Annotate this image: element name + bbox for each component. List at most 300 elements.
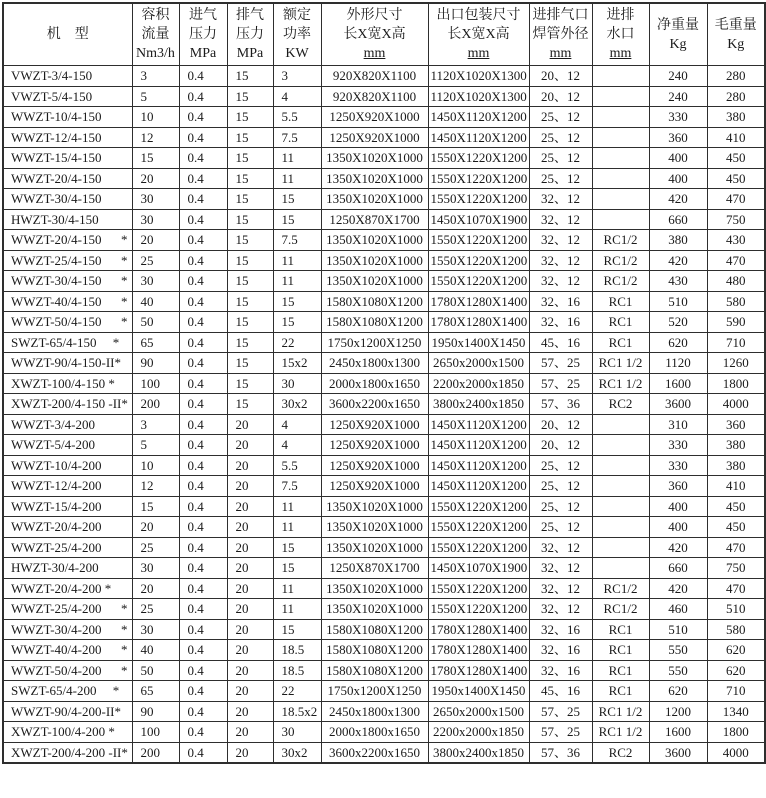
table-row: [3, 271, 765, 292]
table-row: [3, 517, 765, 538]
header-line: mm: [549, 46, 572, 61]
cell-net-weight: 240: [649, 66, 707, 87]
table-row: [3, 681, 765, 702]
cell-discharge-pressure: 15: [227, 353, 273, 374]
cell-discharge-pressure: 15: [227, 66, 273, 87]
cell-dimensions: 1250X870X1700: [321, 558, 428, 579]
table-row: [3, 394, 765, 415]
cell-dimensions: 1350X1020X1000: [321, 517, 428, 538]
cell-net-weight: 3600: [649, 394, 707, 415]
cell-dimensions: 1580X1080X1200: [321, 291, 428, 312]
cell-dimensions: 1250X870X1700: [321, 209, 428, 230]
cell-water-port: [592, 435, 649, 456]
cell-pipe-od: 25、12: [529, 517, 592, 538]
cell-package-dimensions: 1550X1220X1200: [428, 578, 529, 599]
cell-gross-weight: 380: [707, 455, 765, 476]
header-line: 出口包装尺寸: [436, 8, 521, 23]
cell-inlet-pressure: 0.4: [179, 619, 227, 640]
cell-water-port: RC1 1/2: [592, 722, 649, 743]
cell-flow: 30: [132, 271, 179, 292]
cell-flow: 40: [132, 291, 179, 312]
cell-water-port: [592, 496, 649, 517]
cell-model: XWZT-200/4-200 -II*: [3, 742, 132, 763]
cell-dimensions: 1350X1020X1000: [321, 271, 428, 292]
cell-discharge-pressure: 20: [227, 476, 273, 497]
cell-pipe-od: 20、12: [529, 86, 592, 107]
cell-rated-power: 3: [273, 66, 321, 87]
cell-pipe-od: 32、12: [529, 189, 592, 210]
cell-gross-weight: 1260: [707, 353, 765, 374]
cell-dimensions: 3600x2200x1650: [321, 394, 428, 415]
cell-rated-power: 7.5: [273, 476, 321, 497]
cell-dimensions: 1250X920X1000: [321, 127, 428, 148]
cell-flow: 10: [132, 107, 179, 128]
cell-package-dimensions: 1550X1220X1200: [428, 599, 529, 620]
header-line: 压力: [189, 27, 217, 42]
table-row: [3, 599, 765, 620]
column-header-gross-weight: [707, 3, 765, 66]
cell-package-dimensions: 1450X1120X1200: [428, 107, 529, 128]
cell-water-port: [592, 127, 649, 148]
cell-model: SWZT-65/4-150 *: [3, 332, 132, 353]
cell-discharge-pressure: 15: [227, 209, 273, 230]
cell-inlet-pressure: 0.4: [179, 107, 227, 128]
cell-dimensions: 1250X920X1000: [321, 455, 428, 476]
cell-gross-weight: 470: [707, 189, 765, 210]
table-row: [3, 701, 765, 722]
cell-inlet-pressure: 0.4: [179, 86, 227, 107]
cell-flow: 30: [132, 558, 179, 579]
cell-rated-power: 18.5x2: [273, 701, 321, 722]
cell-dimensions: 920X820X1100: [321, 86, 428, 107]
cell-flow: 25: [132, 537, 179, 558]
cell-package-dimensions: 1120X1020X1300: [428, 86, 529, 107]
cell-model: WWZT-15/4-200: [3, 496, 132, 517]
cell-pipe-od: 57、25: [529, 701, 592, 722]
cell-water-port: [592, 476, 649, 497]
cell-net-weight: 520: [649, 312, 707, 333]
cell-package-dimensions: 1450X1120X1200: [428, 414, 529, 435]
table-row: [3, 312, 765, 333]
cell-flow: 100: [132, 373, 179, 394]
cell-discharge-pressure: 20: [227, 496, 273, 517]
cell-discharge-pressure: 20: [227, 414, 273, 435]
cell-flow: 20: [132, 578, 179, 599]
cell-net-weight: 310: [649, 414, 707, 435]
cell-water-port: [592, 189, 649, 210]
cell-dimensions: 1350X1020X1000: [321, 189, 428, 210]
cell-inlet-pressure: 0.4: [179, 230, 227, 251]
cell-dimensions: 2450x1800x1300: [321, 353, 428, 374]
table-row: [3, 230, 765, 251]
cell-model: WWZT-25/4-150 *: [3, 250, 132, 271]
cell-model: WWZT-20/4-200 *: [3, 578, 132, 599]
cell-dimensions: 920X820X1100: [321, 66, 428, 87]
cell-package-dimensions: 1450X1070X1900: [428, 558, 529, 579]
cell-inlet-pressure: 0.4: [179, 537, 227, 558]
cell-gross-weight: 380: [707, 107, 765, 128]
cell-dimensions: 1250X920X1000: [321, 107, 428, 128]
cell-net-weight: 660: [649, 558, 707, 579]
cell-water-port: [592, 148, 649, 169]
table-row: [3, 107, 765, 128]
cell-gross-weight: 590: [707, 312, 765, 333]
cell-water-port: [592, 86, 649, 107]
cell-water-port: RC1/2: [592, 271, 649, 292]
cell-model: WWZT-50/4-200 *: [3, 660, 132, 681]
cell-model: WWZT-15/4-150: [3, 148, 132, 169]
cell-dimensions: 1350X1020X1000: [321, 537, 428, 558]
cell-inlet-pressure: 0.4: [179, 558, 227, 579]
column-header-flow: [132, 3, 179, 66]
cell-flow: 30: [132, 189, 179, 210]
cell-net-weight: 400: [649, 517, 707, 538]
cell-net-weight: 240: [649, 86, 707, 107]
cell-net-weight: 380: [649, 230, 707, 251]
cell-gross-weight: 430: [707, 230, 765, 251]
cell-rated-power: 18.5: [273, 660, 321, 681]
cell-water-port: RC1/2: [592, 578, 649, 599]
cell-net-weight: 460: [649, 599, 707, 620]
cell-dimensions: 1350X1020X1000: [321, 168, 428, 189]
cell-package-dimensions: 3800x2400x1850: [428, 394, 529, 415]
cell-inlet-pressure: 0.4: [179, 250, 227, 271]
cell-model: WWZT-3/4-200: [3, 414, 132, 435]
cell-net-weight: 620: [649, 332, 707, 353]
cell-net-weight: 510: [649, 291, 707, 312]
cell-pipe-od: 32、16: [529, 619, 592, 640]
cell-model: SWZT-65/4-200 *: [3, 681, 132, 702]
table-row: [3, 476, 765, 497]
cell-flow: 90: [132, 353, 179, 374]
cell-package-dimensions: 2650x2000x1500: [428, 701, 529, 722]
cell-discharge-pressure: 15: [227, 230, 273, 251]
cell-gross-weight: 1340: [707, 701, 765, 722]
header-line: 机 型: [46, 27, 89, 42]
cell-discharge-pressure: 15: [227, 148, 273, 169]
cell-inlet-pressure: 0.4: [179, 722, 227, 743]
cell-water-port: [592, 414, 649, 435]
header-line: 外形尺寸: [346, 8, 403, 23]
cell-discharge-pressure: 20: [227, 599, 273, 620]
cell-water-port: RC1: [592, 332, 649, 353]
table-body: [3, 66, 765, 763]
cell-pipe-od: 57、25: [529, 353, 592, 374]
cell-pipe-od: 32、12: [529, 558, 592, 579]
cell-inlet-pressure: 0.4: [179, 209, 227, 230]
cell-package-dimensions: 1550X1220X1200: [428, 230, 529, 251]
header-line: 毛重量: [714, 17, 757, 33]
header-line: MPa: [236, 46, 264, 61]
table-row: [3, 414, 765, 435]
cell-net-weight: 400: [649, 148, 707, 169]
cell-dimensions: 1250X920X1000: [321, 476, 428, 497]
cell-net-weight: 550: [649, 640, 707, 661]
table-row: [3, 148, 765, 169]
cell-model: WWZT-90/4-150-II*: [3, 353, 132, 374]
cell-rated-power: 11: [273, 250, 321, 271]
header-line: 进气: [189, 8, 217, 23]
cell-package-dimensions: 1780X1280X1400: [428, 291, 529, 312]
cell-flow: 25: [132, 250, 179, 271]
table-row: [3, 373, 765, 394]
cell-pipe-od: 32、16: [529, 312, 592, 333]
column-header-dimensions: [321, 3, 428, 66]
column-header-discharge-pressure: [227, 3, 273, 66]
cell-net-weight: 400: [649, 496, 707, 517]
cell-pipe-od: 25、12: [529, 107, 592, 128]
cell-discharge-pressure: 15: [227, 189, 273, 210]
header-line: 长X宽X高: [447, 27, 510, 42]
table-row: [3, 209, 765, 230]
cell-pipe-od: 45、16: [529, 332, 592, 353]
table-row: [3, 660, 765, 681]
cell-pipe-od: 57、25: [529, 373, 592, 394]
cell-rated-power: 11: [273, 168, 321, 189]
cell-dimensions: 2450x1800x1300: [321, 701, 428, 722]
header-line: Kg: [727, 36, 745, 52]
column-header-net-weight: [649, 3, 707, 66]
cell-flow: 15: [132, 148, 179, 169]
cell-gross-weight: 360: [707, 414, 765, 435]
cell-model: XWZT-100/4-150 *: [3, 373, 132, 394]
table-row: [3, 291, 765, 312]
table-row: [3, 640, 765, 661]
cell-net-weight: 510: [649, 619, 707, 640]
cell-pipe-od: 45、16: [529, 681, 592, 702]
cell-flow: 5: [132, 86, 179, 107]
cell-flow: 20: [132, 517, 179, 538]
table-row: [3, 250, 765, 271]
cell-rated-power: 5.5: [273, 107, 321, 128]
cell-flow: 90: [132, 701, 179, 722]
header-line: 压力: [236, 27, 264, 42]
cell-gross-weight: 410: [707, 476, 765, 497]
cell-flow: 25: [132, 599, 179, 620]
cell-discharge-pressure: 15: [227, 291, 273, 312]
cell-water-port: RC1 1/2: [592, 373, 649, 394]
cell-net-weight: 330: [649, 455, 707, 476]
cell-gross-weight: 620: [707, 660, 765, 681]
cell-model: WWZT-25/4-200: [3, 537, 132, 558]
cell-package-dimensions: 1550X1220X1200: [428, 496, 529, 517]
cell-dimensions: 1350X1020X1000: [321, 148, 428, 169]
cell-inlet-pressure: 0.4: [179, 578, 227, 599]
cell-flow: 65: [132, 681, 179, 702]
column-header-model: [3, 3, 132, 66]
header-line: mm: [363, 46, 386, 61]
cell-rated-power: 7.5: [273, 230, 321, 251]
cell-package-dimensions: 1450X1070X1900: [428, 209, 529, 230]
cell-discharge-pressure: 15: [227, 271, 273, 292]
table-row: [3, 537, 765, 558]
cell-package-dimensions: 1780X1280X1400: [428, 619, 529, 640]
cell-pipe-od: 32、16: [529, 660, 592, 681]
cell-rated-power: 18.5: [273, 640, 321, 661]
cell-discharge-pressure: 15: [227, 312, 273, 333]
column-header-inlet-pressure: [179, 3, 227, 66]
table-row: [3, 496, 765, 517]
cell-gross-weight: 450: [707, 148, 765, 169]
cell-inlet-pressure: 0.4: [179, 517, 227, 538]
cell-net-weight: 660: [649, 209, 707, 230]
cell-water-port: [592, 168, 649, 189]
cell-rated-power: 30x2: [273, 394, 321, 415]
cell-net-weight: 1600: [649, 373, 707, 394]
header-line: MPa: [189, 46, 217, 61]
cell-pipe-od: 57、25: [529, 722, 592, 743]
cell-inlet-pressure: 0.4: [179, 742, 227, 763]
cell-model: HWZT-30/4-200: [3, 558, 132, 579]
cell-water-port: RC1: [592, 640, 649, 661]
cell-package-dimensions: 1780X1280X1400: [428, 312, 529, 333]
cell-inlet-pressure: 0.4: [179, 640, 227, 661]
cell-dimensions: 1350X1020X1000: [321, 250, 428, 271]
cell-package-dimensions: 3800x2400x1850: [428, 742, 529, 763]
table-row: [3, 455, 765, 476]
cell-inlet-pressure: 0.4: [179, 189, 227, 210]
header-line: 功率: [283, 27, 311, 42]
cell-water-port: [592, 209, 649, 230]
cell-gross-weight: 450: [707, 168, 765, 189]
cell-net-weight: 420: [649, 250, 707, 271]
cell-rated-power: 5.5: [273, 455, 321, 476]
cell-model: WWZT-90/4-200-II*: [3, 701, 132, 722]
cell-dimensions: 1580X1080X1200: [321, 619, 428, 640]
cell-gross-weight: 750: [707, 558, 765, 579]
cell-flow: 100: [132, 722, 179, 743]
cell-gross-weight: 470: [707, 537, 765, 558]
header-line: 流量: [141, 27, 170, 42]
cell-dimensions: 1350X1020X1000: [321, 578, 428, 599]
cell-net-weight: 550: [649, 660, 707, 681]
cell-net-weight: 1200: [649, 701, 707, 722]
cell-net-weight: 1600: [649, 722, 707, 743]
cell-water-port: RC1/2: [592, 250, 649, 271]
cell-dimensions: 1350X1020X1000: [321, 230, 428, 251]
cell-gross-weight: 280: [707, 86, 765, 107]
cell-package-dimensions: 1550X1220X1200: [428, 517, 529, 538]
cell-rated-power: 4: [273, 414, 321, 435]
cell-model: VWZT-5/4-150: [3, 86, 132, 107]
header-line: 进排气口: [532, 8, 589, 23]
cell-net-weight: 430: [649, 271, 707, 292]
cell-package-dimensions: 1780X1280X1400: [428, 660, 529, 681]
cell-model: WWZT-30/4-150 *: [3, 271, 132, 292]
cell-rated-power: 4: [273, 435, 321, 456]
cell-water-port: [592, 107, 649, 128]
cell-net-weight: 620: [649, 681, 707, 702]
cell-dimensions: 1350X1020X1000: [321, 496, 428, 517]
cell-rated-power: 22: [273, 332, 321, 353]
cell-dimensions: 1250X920X1000: [321, 435, 428, 456]
cell-discharge-pressure: 20: [227, 558, 273, 579]
cell-discharge-pressure: 20: [227, 578, 273, 599]
cell-package-dimensions: 2650x2000x1500: [428, 353, 529, 374]
cell-dimensions: 1580X1080X1200: [321, 640, 428, 661]
cell-inlet-pressure: 0.4: [179, 148, 227, 169]
cell-rated-power: 11: [273, 578, 321, 599]
table-row: [3, 86, 765, 107]
cell-inlet-pressure: 0.4: [179, 414, 227, 435]
cell-flow: 12: [132, 127, 179, 148]
cell-flow: 15: [132, 496, 179, 517]
cell-gross-weight: 580: [707, 619, 765, 640]
cell-gross-weight: 710: [707, 332, 765, 353]
cell-rated-power: 15: [273, 291, 321, 312]
cell-package-dimensions: 1450X1120X1200: [428, 455, 529, 476]
cell-discharge-pressure: 15: [227, 250, 273, 271]
cell-rated-power: 30: [273, 722, 321, 743]
cell-package-dimensions: 1450X1120X1200: [428, 127, 529, 148]
cell-pipe-od: 25、12: [529, 168, 592, 189]
header-row: [3, 3, 765, 66]
cell-model: WWZT-5/4-200: [3, 435, 132, 456]
cell-model: WWZT-20/4-150: [3, 168, 132, 189]
cell-discharge-pressure: 15: [227, 168, 273, 189]
cell-rated-power: 11: [273, 599, 321, 620]
cell-water-port: [592, 517, 649, 538]
table-row: [3, 742, 765, 763]
cell-dimensions: 1580X1080X1200: [321, 312, 428, 333]
cell-flow: 65: [132, 332, 179, 353]
cell-pipe-od: 20、12: [529, 414, 592, 435]
cell-water-port: RC1 1/2: [592, 353, 649, 374]
table-row: [3, 558, 765, 579]
cell-pipe-od: 32、12: [529, 578, 592, 599]
cell-gross-weight: 480: [707, 271, 765, 292]
cell-model: WWZT-10/4-200: [3, 455, 132, 476]
cell-discharge-pressure: 20: [227, 435, 273, 456]
cell-pipe-od: 20、12: [529, 66, 592, 87]
table-row: [3, 66, 765, 87]
cell-net-weight: 330: [649, 435, 707, 456]
cell-discharge-pressure: 15: [227, 86, 273, 107]
cell-inlet-pressure: 0.4: [179, 373, 227, 394]
cell-pipe-od: 32、12: [529, 250, 592, 271]
cell-net-weight: 330: [649, 107, 707, 128]
cell-inlet-pressure: 0.4: [179, 312, 227, 333]
cell-inlet-pressure: 0.4: [179, 701, 227, 722]
cell-inlet-pressure: 0.4: [179, 66, 227, 87]
cell-flow: 30: [132, 209, 179, 230]
cell-model: WWZT-30/4-200 *: [3, 619, 132, 640]
cell-pipe-od: 25、12: [529, 148, 592, 169]
cell-water-port: RC1/2: [592, 230, 649, 251]
cell-pipe-od: 25、12: [529, 476, 592, 497]
cell-rated-power: 11: [273, 517, 321, 538]
cell-discharge-pressure: 15: [227, 107, 273, 128]
cell-gross-weight: 450: [707, 517, 765, 538]
cell-discharge-pressure: 20: [227, 701, 273, 722]
cell-discharge-pressure: 20: [227, 722, 273, 743]
cell-pipe-od: 32、12: [529, 209, 592, 230]
header-line: KW: [285, 46, 309, 61]
cell-rated-power: 7.5: [273, 127, 321, 148]
header-line: 容积: [141, 8, 170, 23]
cell-model: WWZT-25/4-200 *: [3, 599, 132, 620]
cell-pipe-od: 32、16: [529, 291, 592, 312]
cell-net-weight: 420: [649, 189, 707, 210]
cell-package-dimensions: 1450X1120X1200: [428, 476, 529, 497]
cell-discharge-pressure: 20: [227, 537, 273, 558]
cell-flow: 3: [132, 414, 179, 435]
cell-pipe-od: 32、12: [529, 271, 592, 292]
cell-inlet-pressure: 0.4: [179, 394, 227, 415]
cell-pipe-od: 25、12: [529, 496, 592, 517]
cell-discharge-pressure: 20: [227, 640, 273, 661]
cell-water-port: RC1: [592, 312, 649, 333]
